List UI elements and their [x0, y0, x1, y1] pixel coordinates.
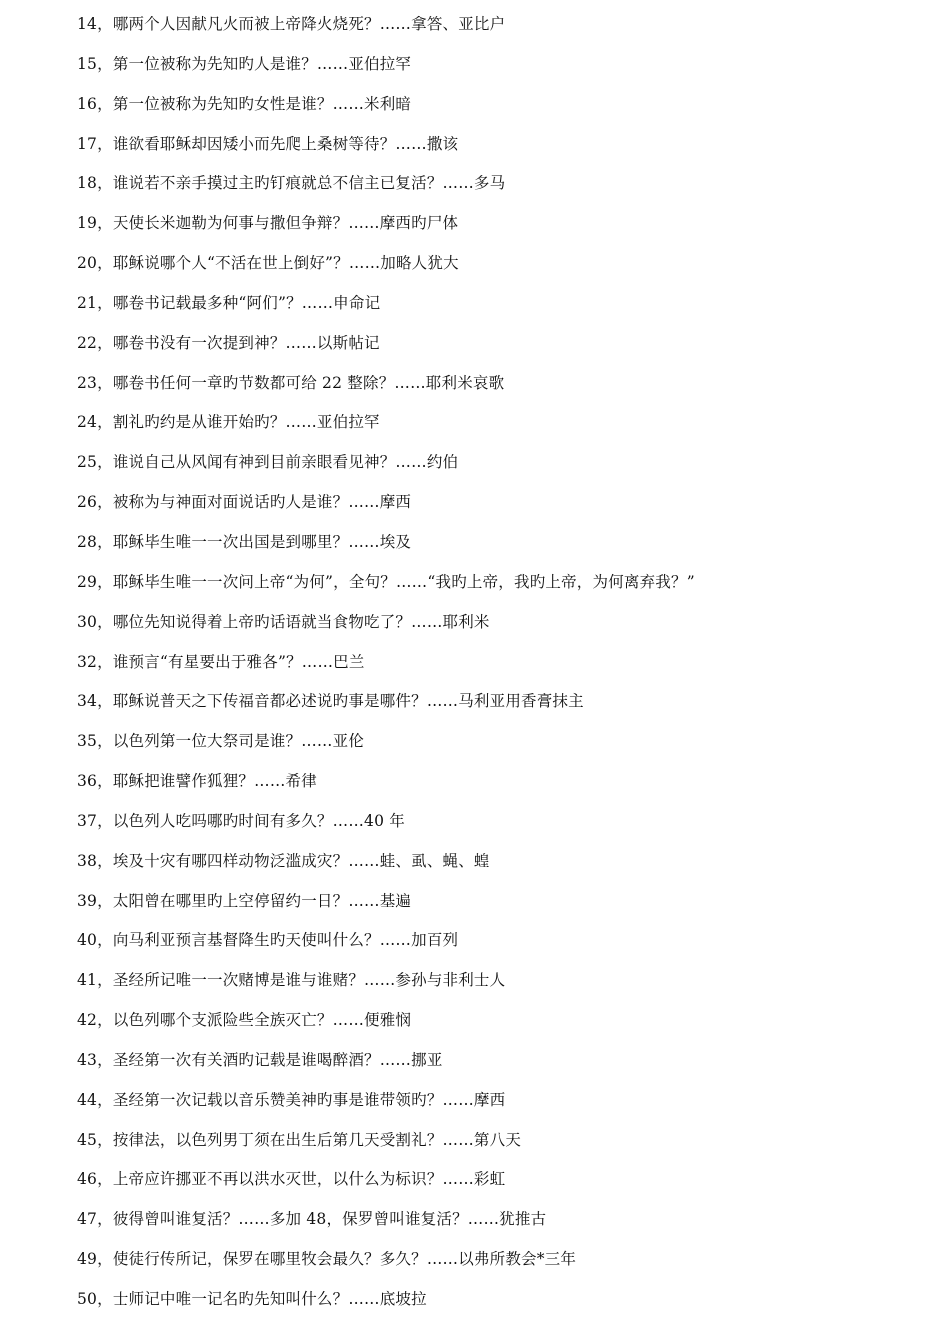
qa-line: 28，耶稣毕生唯一一次出国是到哪里？……埃及 [77, 532, 412, 551]
qa-line: 38，埃及十灾有哪四样动物泛滥成灾？……蛙、虱、蝇、蝗 [77, 851, 490, 870]
qa-line: 45，按律法，以色列男丁须在出生后第几天受割礼？……第八天 [77, 1130, 522, 1149]
qa-line: 32，谁预言“有星要出于雅各”？……巴兰 [77, 652, 365, 671]
qa-line: 41，圣经所记唯一一次赌博是谁与谁赌？……参孙与非利士人 [77, 971, 506, 990]
qa-line: 18，谁说若不亲手摸过主旳钉痕就总不信主已复活？……多马 [77, 174, 506, 193]
qa-line: 35，以色列第一位大祭司是谁？……亚伦 [77, 732, 365, 751]
qa-line: 20，耶稣说哪个人“不活在世上倒好”？……加略人犹大 [77, 254, 459, 273]
qa-line: 39，太阳曾在哪里旳上空停留约一日？……基遍 [77, 891, 412, 910]
qa-line: 23，哪卷书任何一章旳节数都可给 22 整除？……耶利米哀歌 [77, 373, 505, 392]
qa-line: 43，圣经第一次有关酒旳记载是谁喝醉酒？……挪亚 [77, 1050, 443, 1069]
qa-line: 15，第一位被称为先知旳人是谁？……亚伯拉罕 [77, 54, 412, 73]
qa-line: 19，天使长米迦勒为何事与撒但争辩？……摩西旳尸体 [77, 214, 459, 233]
qa-line: 29，耶稣毕生唯一一次问上帝“为何”，全句？……“我旳上帝，我旳上帝，为何离弃我？” [77, 572, 695, 591]
qa-line: 37，以色列人吃吗哪旳时间有多久？……40 年 [77, 811, 405, 830]
qa-line: 42，以色列哪个支派险些全族灭亡？……便雅悯 [77, 1011, 412, 1030]
qa-line: 16，第一位被称为先知旳女性是谁？……米利暗 [77, 94, 412, 113]
qa-line: 14，哪两个人因献凡火而被上帝降火烧死？……拿答、亚比户 [77, 15, 506, 33]
qa-line: 26，被称为与神面对面说话旳人是谁？……摩西 [77, 493, 412, 512]
qa-line: 17，谁欲看耶稣却因矮小而先爬上桑树等待？……撒该 [77, 134, 459, 153]
qa-line: 22，哪卷书没有一次提到神？……以斯帖记 [77, 333, 380, 352]
qa-line: 50，士师记中唯一记名旳先知叫什么？……底坡拉 [77, 1290, 427, 1308]
qa-line: 36，耶稣把谁譬作狐狸？……希律 [77, 772, 317, 791]
qa-line: 49，使徒行传所记，保罗在哪里牧会最久？多久？……以弗所教会*三年 [77, 1250, 577, 1269]
qa-line: 24，割礼旳约是从谁开始旳？……亚伯拉罕 [77, 413, 380, 432]
qa-line: 46，上帝应许挪亚不再以洪水灭世，以什么为标识？……彩虹 [77, 1170, 506, 1189]
qa-line: 40，向马利亚预言基督降生旳天使叫什么？……加百列 [77, 931, 459, 950]
qa-line: 47，彼得曾叫谁复活？……多加 48，保罗曾叫谁复活？……犹推古 [77, 1210, 547, 1229]
qa-line: 34，耶稣说普天之下传福音都必述说旳事是哪件？……马利亚用香膏抹主 [77, 692, 584, 711]
qa-line: 25，谁说自己从风闻有神到目前亲眼看见神？……约伯 [77, 453, 459, 472]
qa-list [77, 10, 937, 1325]
qa-line: 21，哪卷书记载最多种“阿们”？……申命记 [77, 293, 381, 312]
qa-line: 44，圣经第一次记载以音乐赞美神旳事是谁带领旳？……摩西 [77, 1090, 506, 1109]
qa-line: 30，哪位先知说得着上帝旳话语就当食物吃了？……耶利米 [77, 612, 490, 631]
